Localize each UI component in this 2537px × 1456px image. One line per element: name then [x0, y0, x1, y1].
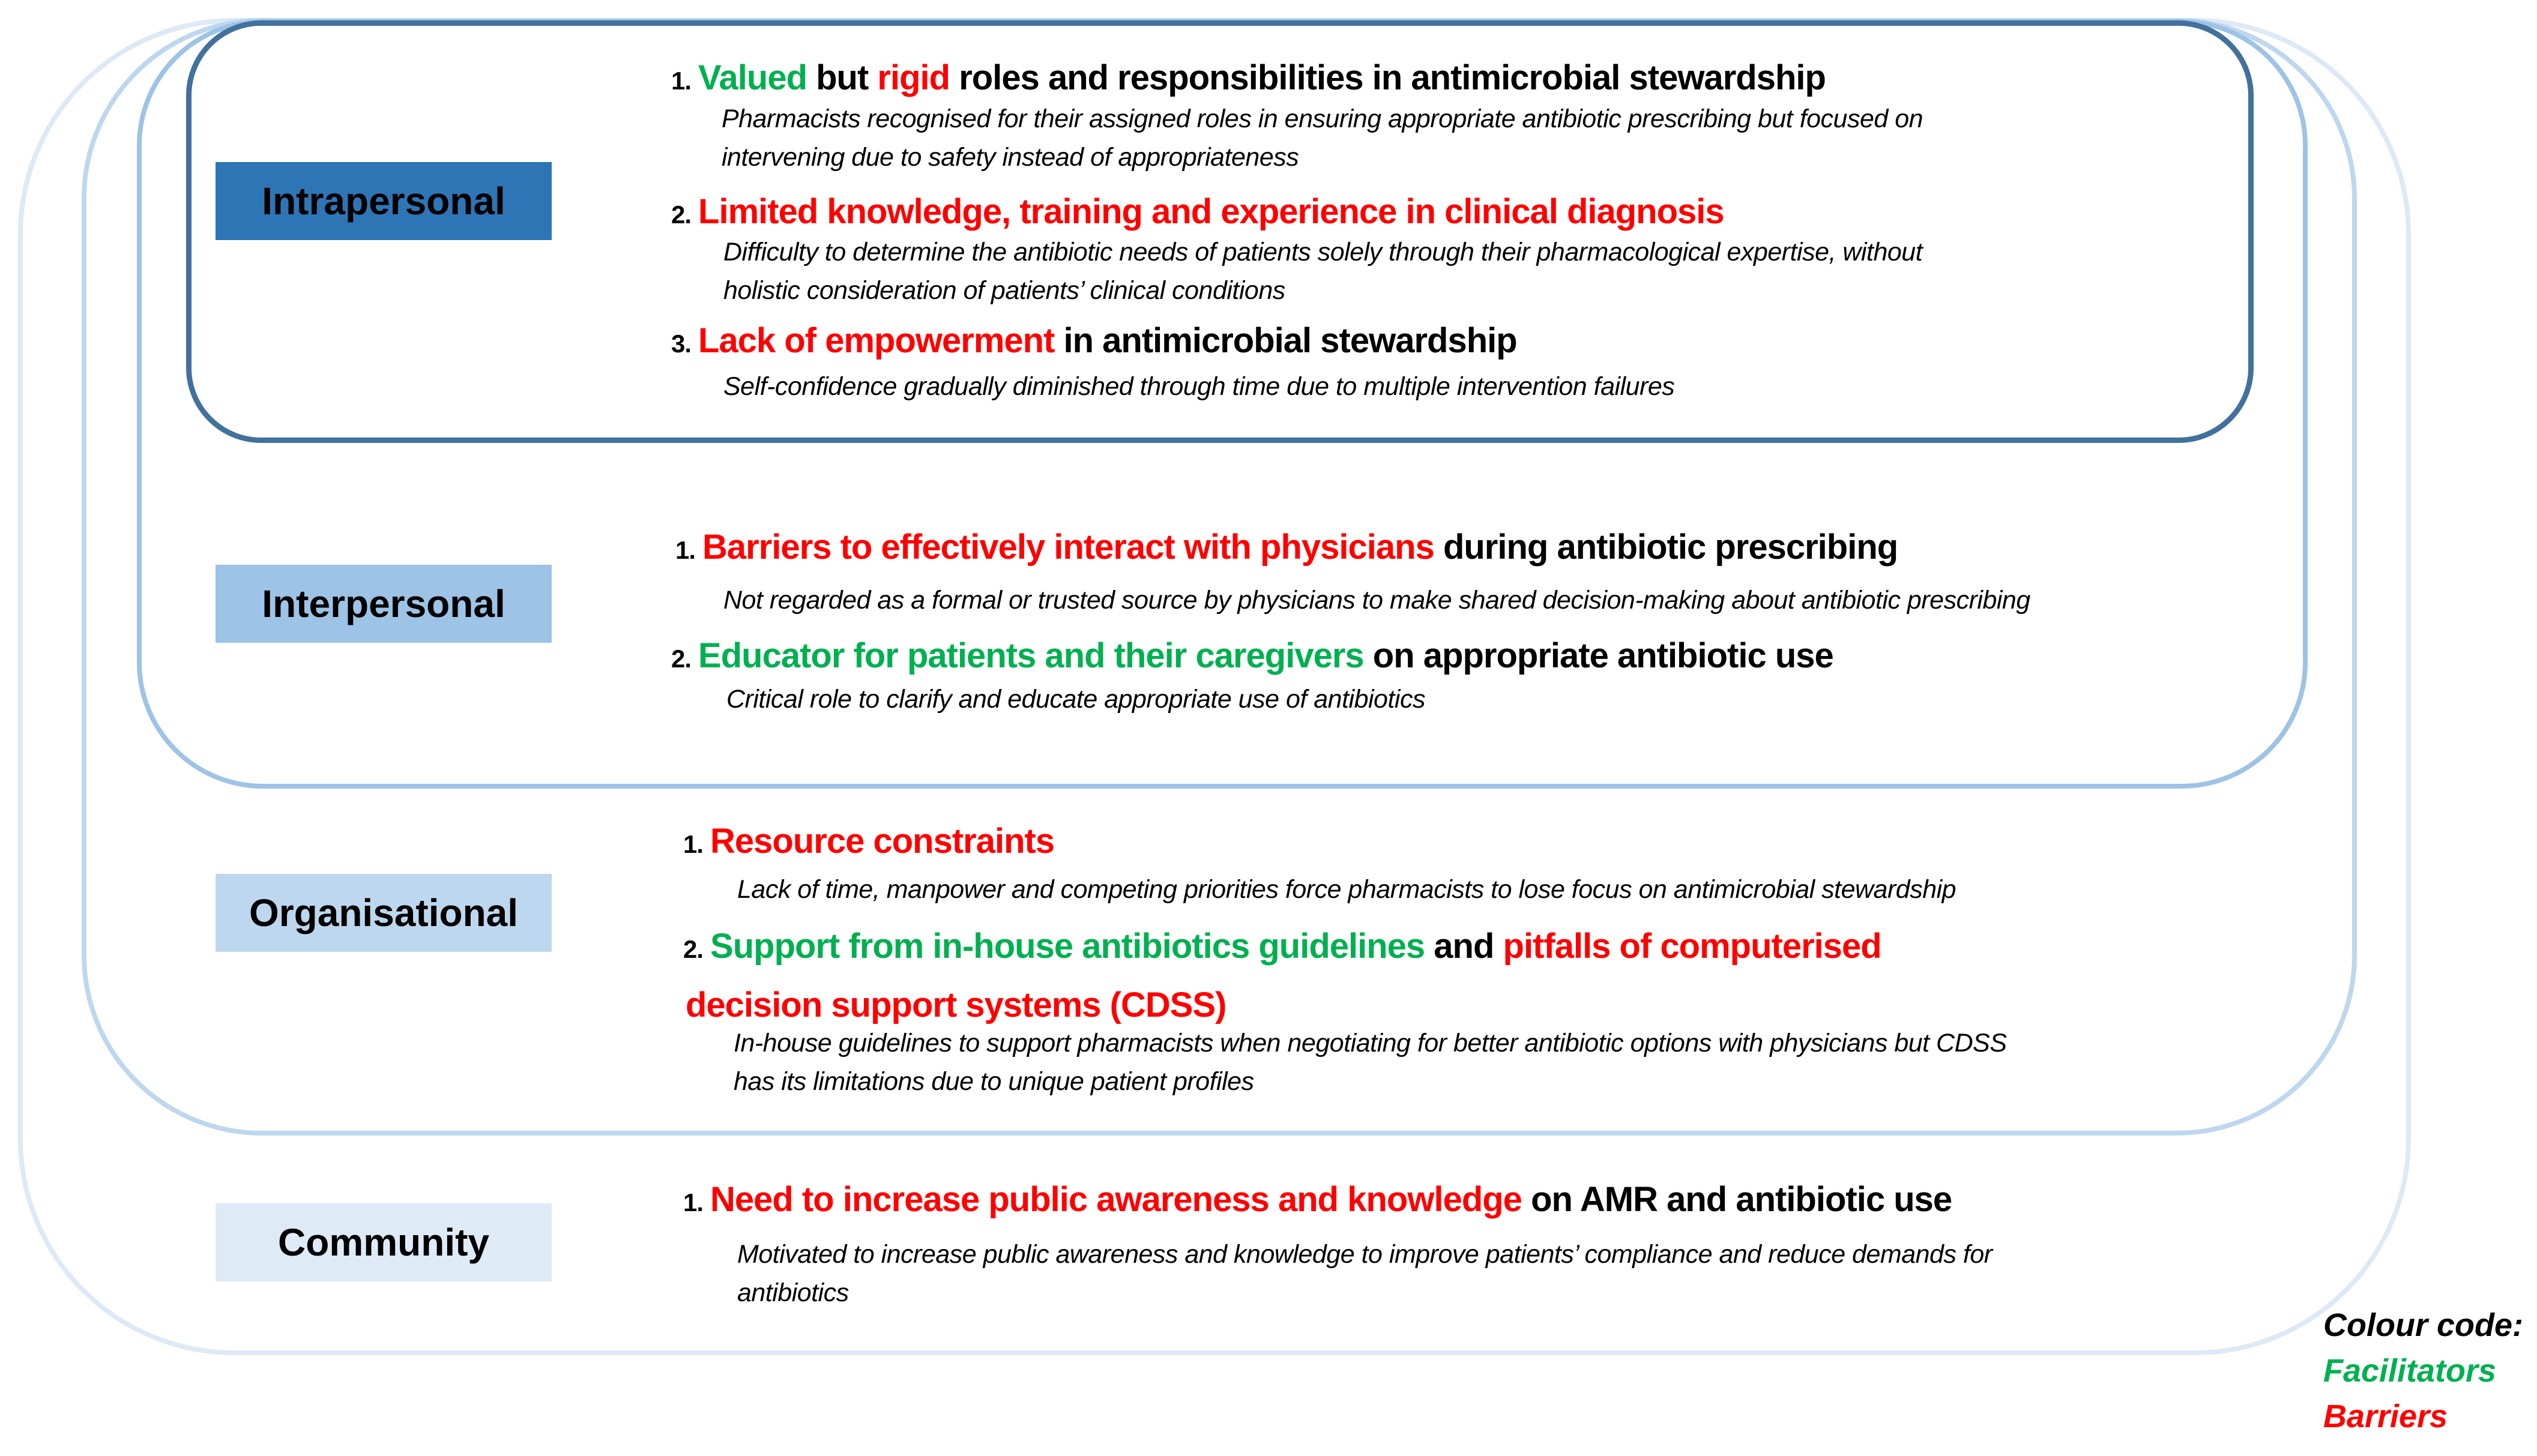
legend-barriers: Barriers	[2323, 1398, 2448, 1434]
barrier-text: Limited knowledge, training and experience in clinical diagnosis	[698, 192, 1724, 231]
intra-item-3-title	[671, 320, 1517, 365]
neutral-text: roles and responsibilities in antimicrobial stewardship	[950, 58, 1826, 97]
facilitator-text: Support from in-house antibiotics guidelines	[710, 927, 1425, 966]
barrier-text: rigid	[877, 58, 950, 97]
intra-item-3-desc-line-1: Self-confidence gradually diminished through time due to multiple intervention failures	[723, 372, 1675, 401]
org-item-2-desc-line-2: has its limitations due to unique patient profiles	[734, 1067, 1254, 1096]
barrier-text: Lack of empowerment	[698, 321, 1055, 360]
neutral-text: during antibiotic prescribing	[1434, 528, 1898, 567]
legend-heading: Colour code:	[2323, 1307, 2523, 1343]
colour-code-legend	[2323, 1302, 2523, 1439]
barrier-text: decision support systems (CDSS)	[686, 985, 1226, 1024]
community-item-1-desc-line-2: antibiotics	[737, 1278, 849, 1307]
neutral-text: and	[1425, 927, 1503, 966]
legend-facilitators: Facilitators	[2323, 1353, 2497, 1389]
level-label-organisational: Organisational	[216, 874, 552, 952]
item-number: 1.	[683, 1188, 704, 1217]
barrier-text: Need to increase public awareness and knowledge	[710, 1180, 1522, 1219]
intra-item-1-desc-line-1: Pharmacists recognised for their assigned roles in ensuring appropriate antibiotic prescribing but focused on	[722, 104, 1923, 133]
intra-item-1-title	[671, 57, 1826, 102]
item-number: 2.	[671, 200, 692, 229]
intra-item-2-desc-line-2: holistic consideration of patients’ clinical conditions	[723, 276, 1285, 305]
org-item-1-title	[683, 820, 1054, 865]
level-label-interpersonal: Interpersonal	[216, 565, 552, 643]
level-label-intrapersonal: Intrapersonal	[216, 162, 552, 240]
item-number: 2.	[671, 645, 692, 673]
item-number: 1.	[675, 536, 696, 564]
org-item-2-title	[683, 925, 1881, 970]
intra-item-2-desc-line-1: Difficulty to determine the antibiotic needs of patients solely through their pharmacological expertise, without	[723, 238, 1923, 266]
community-item-1-desc-line-1: Motivated to increase public awareness and knowledge to improve patients’ compliance and reduce demands for	[737, 1240, 1992, 1269]
item-number: 1.	[671, 67, 692, 95]
barrier-text: pitfalls of computerised	[1503, 927, 1881, 966]
neutral-text: on AMR and antibiotic use	[1521, 1180, 1952, 1219]
intra-item-1-desc-line-2: intervening due to safety instead of appropriateness	[722, 143, 1299, 172]
item-number: 1.	[683, 830, 704, 858]
neutral-text: on appropriate antibiotic use	[1363, 636, 1833, 675]
inter-item-1-desc-line-1: Not regarded as a formal or trusted source by physicians to make shared decision-making about antibiotic prescribing	[723, 586, 2030, 615]
inter-item-2-title	[671, 635, 1833, 680]
community-item-1-title	[683, 1179, 1952, 1224]
neutral-text: in antimicrobial stewardship	[1054, 321, 1517, 360]
item-number: 2.	[683, 935, 704, 963]
neutral-text: but	[807, 58, 878, 97]
org-item-2-title-line-2	[686, 984, 1226, 1026]
item-number: 3.	[671, 329, 692, 358]
inter-item-1-title	[675, 526, 1898, 571]
intra-item-2-title	[671, 191, 1724, 236]
facilitator-text: Valued	[698, 58, 807, 97]
level-label-community: Community	[216, 1203, 552, 1281]
org-item-1-desc-line-1: Lack of time, manpower and competing priorities force pharmacists to lose focus on antimicrobial stewardship	[737, 875, 1956, 904]
barrier-text: Barriers to effectively interact with physicians	[702, 528, 1434, 567]
inter-item-2-desc-line-1: Critical role to clarify and educate appropriate use of antibiotics	[726, 685, 1425, 714]
facilitator-text: Educator for patients and their caregivers	[698, 636, 1364, 675]
barrier-text: Resource constraints	[710, 822, 1055, 861]
org-item-2-desc-line-1: In-house guidelines to support pharmacists when negotiating for better antibiotic options with physicians but CDSS	[734, 1029, 2007, 1057]
